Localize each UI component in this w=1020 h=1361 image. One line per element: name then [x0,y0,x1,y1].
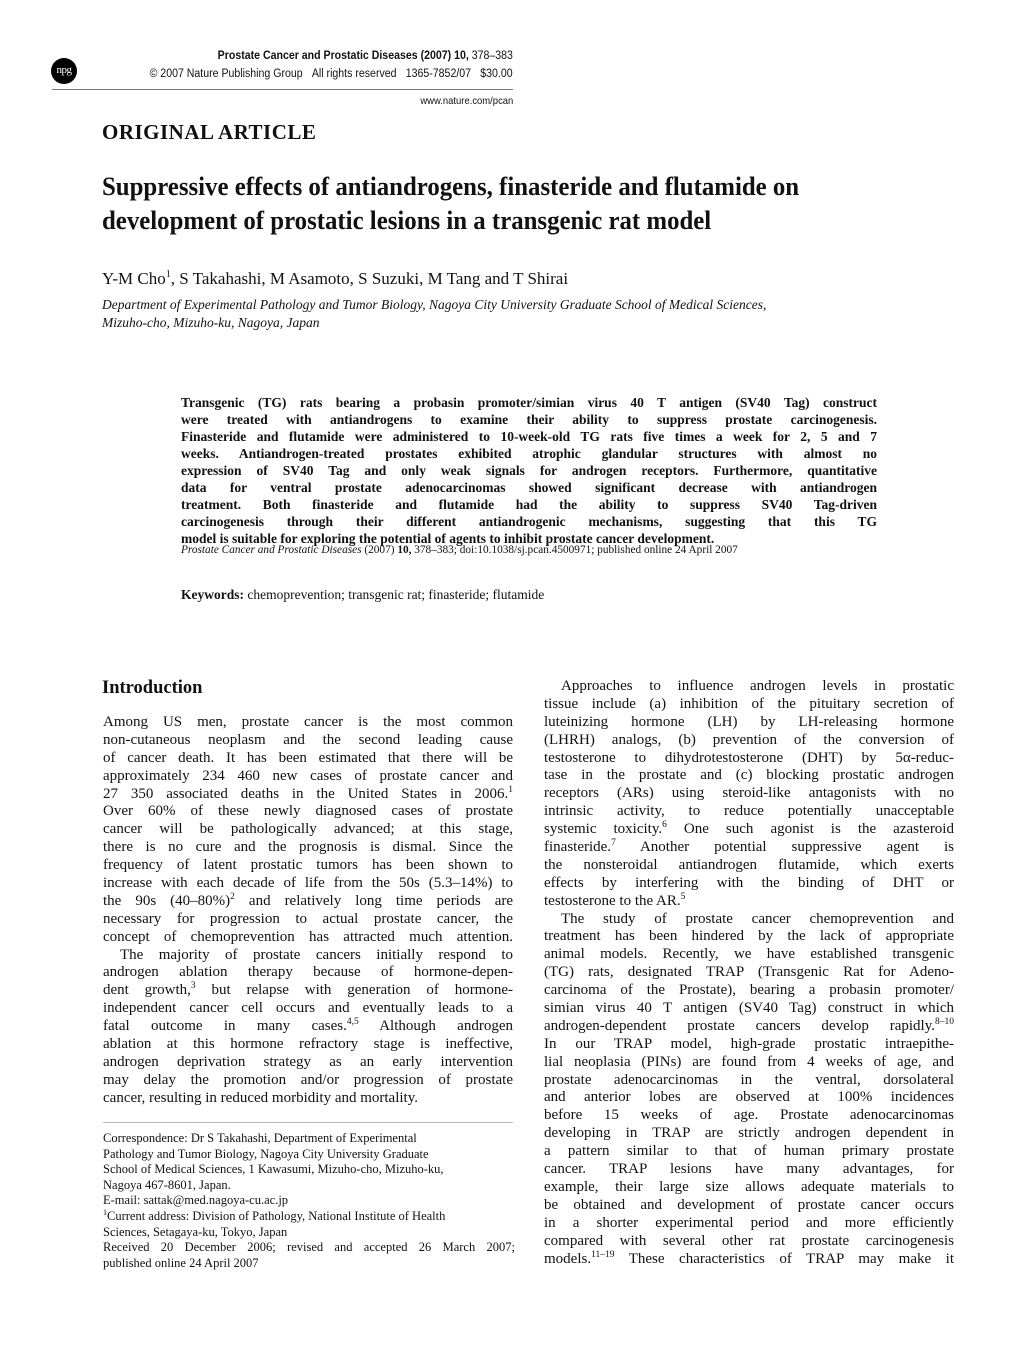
line-text: cancer. TRAP lesions have many advantages, for [544,1161,954,1178]
body-text-line [544,1072,954,1090]
received-line-1: Received 20 December 2006; revised and accepted 26 March 2007; [103,1240,515,1255]
line-text: testosterone to the AR. [544,892,681,909]
body-text-line [544,750,954,768]
reference-citation[interactable]: 2 [230,891,235,902]
body-text-line [103,982,513,1000]
line-text: The study of prostate cancer chemoprevention and [561,910,954,927]
author-list [102,269,568,289]
abstract-line: treatment. Both finasteride and flutamide had the ability to suppress SV40 Tag-driven [181,497,877,512]
body-text-line [103,839,513,857]
body-text-line [544,1000,954,1018]
body-column-right [544,678,954,1268]
body-text-line [103,1000,513,1018]
body-text-line [103,714,513,732]
body-text-line [544,1143,954,1161]
line-text: (TG) rats, designated TRAP (Transgenic Rat for Adeno- [544,964,954,981]
line-text: systemic toxicity. [544,821,663,838]
line-text: cancer, resulting in reduced morbidity and mortality. [103,1089,418,1106]
abstract-line: Finasteride and flutamide were administered to 10-week-old TG rats five times a week for 2, 5 and 7 [181,429,877,444]
line-text: the 90s (40–80%) [103,892,231,909]
line-text: tase in the prostate and (c) blocking prostatic androgen [544,767,954,784]
line-text: prostate adenocarcinomas in the ventral, dorsolateral [544,1071,954,1088]
line-text: necessary for progression to actual prostate cancer, the [103,910,513,927]
line-text: ablation at this hormone refractory stage is ineffective, [103,1036,513,1053]
citation-year: (2007) [361,544,398,556]
line-text: tissue include (a) inhibition of the pituitary secretion of [544,695,954,712]
body-text-line [544,1197,954,1215]
header-divider [52,89,513,90]
reference-citation[interactable]: 8–10 [935,1016,954,1027]
body-text-line [103,964,513,982]
line-text: Although androgen [358,1018,513,1035]
body-text-line [103,1072,513,1090]
rights: All rights reserved [312,68,397,80]
abstract-line: weeks. Antiandrogen-treated prostates exhibited atrophic glandular structures with almost no [181,446,877,461]
line-text: treatment has been hindered by the lack of appropriate [544,928,954,945]
line-text: dent growth, [103,982,191,999]
reference-citation[interactable]: 1 [508,784,513,795]
body-text-line [103,893,513,911]
copyright: © 2007 Nature Publishing Group [149,68,304,80]
line-text: androgen ablation therapy because of hormone-depen- [103,964,513,981]
line-text: a pattern similar to that of human primary prostate [544,1143,954,1160]
issn: 1365-7852/07 [406,68,472,80]
body-text-line [544,928,954,946]
reference-citation[interactable]: 3 [190,981,196,992]
body-text-line [544,732,954,750]
affiliation-line-1: Department of Experimental Pathology and Tumor Biology, Nagoya City University Graduate School of Medical Sciences, [102,297,767,312]
body-text-line [544,821,954,839]
body-text-line [544,1161,954,1179]
body-text-line [103,1036,513,1054]
body-text-line [103,929,513,947]
abstract-line: model is suitable for exploring the potential of agents to inhibit prostate cancer development. [181,531,715,546]
correspondence-line-2: Pathology and Tumor Biology, Nagoya City University Graduate [103,1146,429,1161]
line-text: One such agonist is the azasteroid [666,821,954,838]
body-text-line [544,875,954,893]
footnotes [103,1131,515,1271]
line-text: lial neoplasia (PINs) are found from 4 weeks of age, and [544,1053,954,1070]
line-text: in a shorter experimental period and more efficiently [544,1214,954,1231]
body-text-line [103,947,513,965]
line-text: developing in TRAP are strictly androgen dependent in [544,1125,954,1142]
reference-citation[interactable]: 4,5 [346,1017,359,1028]
line-text: luteinizing hormone (LH) by LH-releasing hormone [544,713,954,730]
body-text-line [544,767,954,785]
correspondence-line-1: Correspondence: Dr S Takahashi, Department of Experimental [103,1131,417,1145]
journal-citation-header [218,50,513,62]
price: $30.00 [480,68,513,80]
journal-name: Prostate Cancer and Prostatic Diseases [217,50,418,62]
body-text-line [544,1107,954,1125]
line-text: 27 350 associated deaths in the United States in 2006. [103,785,509,802]
keywords [181,587,544,603]
other-authors: , S Takahashi, M Asamoto, S Suzuki, M Tang and T Shirai [170,269,569,288]
body-text-line [544,1036,954,1054]
body-text-line [103,821,513,839]
body-text-line [544,911,954,929]
title-line-1: Suppressive effects of antiandrogens, finasteride and flutamide on [102,172,800,201]
line-text: simian virus 40 T antigen (SV40 Tag) construct in which [544,1000,954,1017]
body-text-line [544,1089,954,1107]
abstract [181,394,877,547]
abstract-line: carcinogenesis through their different antiandrogenic mechanisms, suggesting that this TG [181,514,877,529]
reference-citation[interactable]: 7 [611,838,616,849]
body-text-line [544,1215,954,1233]
body-text-line [103,768,513,786]
body-text-line [544,1233,954,1251]
current-address-line-2: Sciences, Setagaya-ku, Tokyo, Japan [103,1224,288,1239]
body-text-line [103,875,513,893]
body-text-line [544,1251,954,1269]
body-text-line [103,732,513,750]
line-text: be obtained and development of prostate cancer occurs [544,1196,954,1213]
line-text: may delay the promotion and/or progression of prostate [103,1071,513,1088]
line-text: Approaches to influence androgen levels in prostatic [561,678,954,694]
body-column-left [103,714,513,1108]
line-text: Another potential suppressive agent is [615,839,954,856]
line-text: testosterone to dihydrotestosterone (DHT) by 5α-reduc- [544,749,954,766]
line-text: In our TRAP model, high-grade prostatic intraepithe- [544,1035,954,1052]
body-text-line [544,964,954,982]
body-text-line [544,803,954,821]
body-text-line [103,911,513,929]
abstract-line: expression of SV40 Tag and only weak signals for androgen receptors. Furthermore, quantitative [181,463,877,478]
section-heading-introduction: Introduction [102,678,203,698]
line-text: finasteride. [544,839,612,856]
line-text: before 15 weeks of age. Prostate adenocarcinomas [544,1107,954,1124]
body-text-line [544,678,954,696]
line-text: the nonsteroidal antiandrogen flutamide, which exerts [544,856,954,873]
line-text: These characteristics of TRAP may make it [614,1250,954,1267]
line-text: carcinoma of the Prostate), bearing a probasin promoter/ [544,982,954,999]
body-text-line [103,857,513,875]
article-title [102,170,962,238]
journal-url-link[interactable]: www.nature.com/pcan [420,95,513,107]
body-text-line [544,982,954,1000]
received-line-2: published online 24 April 2007 [103,1255,259,1270]
correspondence-line-4: Nagoya 467-8601, Japan. [103,1177,231,1192]
body-text-line [103,1090,513,1108]
body-text-line [103,1054,513,1072]
line-text: increase with each decade of life from the 50s (5.3–14%) to [103,875,513,892]
body-text-line [103,803,513,821]
abstract-line: data for ventral prostate adenocarcinomas showed significant decrease with antiandrogen [181,480,877,495]
abstract-line: were treated with antiandrogens to examine their ability to suppress prostate carcinogenesis. [181,412,877,427]
body-text-line [103,1018,513,1036]
correspondence-email-link[interactable]: E-mail: sattak@med.nagoya-cu.ac.jp [103,1193,289,1208]
line-text: approximately 234 460 new cases of prostate cancer and [103,767,513,784]
line-text: but relapse with generation of hormone- [195,982,514,999]
body-text-line [544,714,954,732]
citation-details: 378–383; doi:10.1038/sj.pcan.4500971; published online 24 April 2007 [411,544,738,556]
journal-year-volume: (2007) 10, [420,50,469,62]
body-text-line [544,696,954,714]
affiliation [102,296,962,332]
body-text-line [544,839,954,857]
reference-citation[interactable]: 5 [680,891,686,902]
line-text: The majority of prostate cancers initially respond to [120,946,513,963]
body-text-line [544,1179,954,1197]
abstract-citation [181,544,738,556]
line-text: concept of chemoprevention has attracted much attention. [103,928,513,945]
current-address-line-1: Current address: Division of Pathology, National Institute of Health [107,1208,446,1223]
citation-volume: 10, [397,544,412,556]
line-text: Among US men, prostate cancer is the most common [103,714,513,730]
current-address [103,1209,515,1225]
line-text: there is no cure and the prognosis is dismal. Since the [103,839,513,856]
body-text-line [544,893,954,911]
citation-journal: Prostate Cancer and Prostatic Diseases [181,544,362,556]
line-text: fatal outcome in many cases. [103,1018,347,1035]
line-text: cancer will be pathologically advanced; at this stage, [103,821,513,838]
reference-citation[interactable]: 6 [662,820,667,831]
body-text-line [544,1018,954,1036]
body-text-line [544,1125,954,1143]
body-text-line [103,786,513,804]
line-text: (LHRH) analogs, (b) prevention of the conversion of [544,731,954,748]
line-text: intrinsic activity, to reduce potentially unacceptable [544,803,954,820]
footnote-marker: 1 [103,1207,107,1217]
body-text-line [544,946,954,964]
body-text-line [544,1054,954,1072]
correspondence-line-3: School of Medical Sciences, 1 Kawasumi, Mizuho-cho, Mizuho-ku, [103,1162,444,1177]
line-text: of cancer death. It has been estimated that there will be [103,749,513,766]
line-text: androgen-dependent prostate cancers develop rapidly. [544,1017,935,1034]
body-text-line [103,750,513,768]
keywords-label: Keywords: [181,587,244,602]
journal-pages: 378–383 [471,50,513,62]
line-text: effects by interfering with the binding of DHT or [544,874,954,891]
author-affiliation-marker: 1 [165,269,171,280]
body-text-line [544,857,954,875]
footnote-divider [103,1122,513,1123]
line-text: Over 60% of these newly diagnosed cases of prostate [103,803,513,820]
article-type: ORIGINAL ARTICLE [102,120,317,144]
line-text: independent cancer cell occurs and eventually leads to a [103,1000,513,1017]
line-text: non-cutaneous neoplasm and the second leading cause [103,731,513,748]
line-text: and anterior lobes are observed at 100% incidences [544,1089,954,1106]
line-text: receptors (ARs) using steroid-like antagonists with no [544,785,954,802]
line-text: frequency of latent prostatic tumors has been shown to [103,857,513,874]
copyright-line [141,68,513,80]
affiliation-line-2: Mizuho-cho, Mizuho-ku, Nagoya, Japan [102,315,320,330]
title-line-2: development of prostatic lesions in a transgenic rat model [102,206,712,235]
body-text-line [544,785,954,803]
first-author: Y-M Cho [102,269,166,288]
line-text: example, their large size allows adequate materials to [544,1178,954,1195]
line-text: androgen deprivation strategy as an early intervention [103,1053,513,1070]
line-text: models. [544,1250,592,1267]
line-text: animal models. Recently, we have established transgenic [544,946,954,963]
keywords-value: chemoprevention; transgenic rat; finasteride; flutamide [247,587,545,602]
npg-logo: npg [51,58,77,84]
abstract-line: Transgenic (TG) rats bearing a probasin promoter/simian virus 40 T antigen (SV40 Tag) construct [181,395,877,410]
reference-citation[interactable]: 11–19 [591,1249,615,1260]
line-text: and relatively long time periods are [234,892,513,909]
line-text: compared with several other rat prostate carcinogenesis [544,1232,954,1249]
